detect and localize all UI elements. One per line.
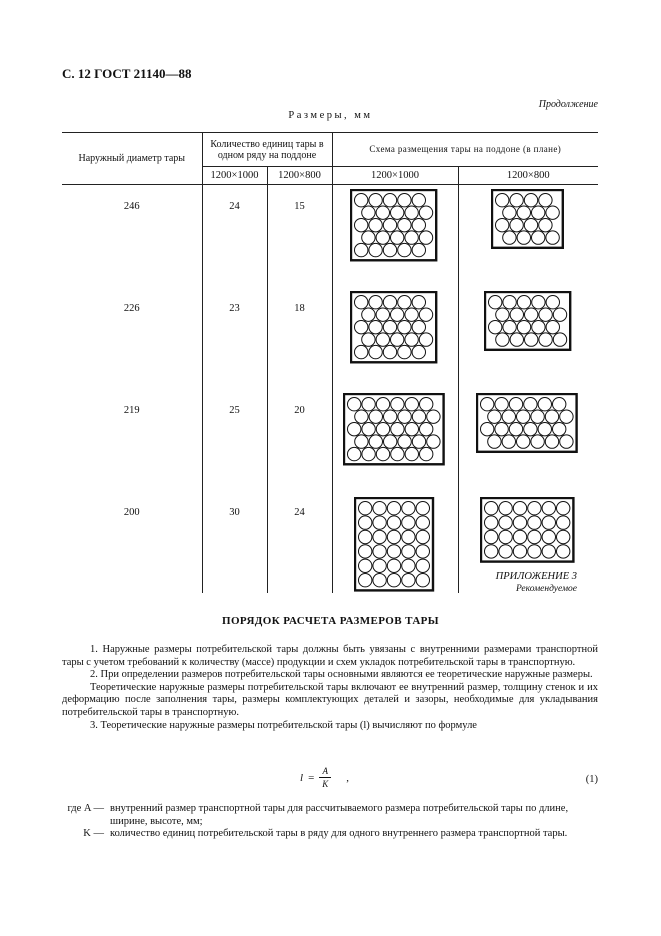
package-circle: [377, 308, 390, 321]
packaging-table: [62, 132, 598, 593]
cell-count-1000: 23: [202, 287, 267, 389]
package-circle: [413, 194, 426, 207]
package-circle: [542, 545, 555, 558]
package-circle: [348, 398, 361, 411]
package-circle: [359, 545, 372, 558]
package-circle: [546, 231, 559, 244]
pallet-scheme-diagram: [491, 189, 566, 251]
header-count-1200x1000: 1200×1000: [202, 167, 267, 185]
package-circle: [384, 320, 397, 333]
package-circle: [348, 447, 361, 460]
package-circle: [362, 422, 375, 435]
package-circle: [355, 320, 368, 333]
package-circle: [402, 516, 415, 529]
cell-scheme-1000: [332, 491, 458, 593]
table-row: [62, 389, 598, 491]
table-row: [62, 185, 598, 288]
package-circle: [373, 545, 386, 558]
package-circle: [405, 422, 418, 435]
equation-number: (1): [585, 774, 598, 785]
package-circle: [402, 545, 415, 558]
package-circle: [405, 206, 418, 219]
package-circle: [391, 422, 404, 435]
package-circle: [510, 308, 523, 321]
package-circle: [531, 296, 544, 309]
header-scheme-group: Схема размещения тары на поддоне (в плане): [332, 133, 598, 167]
package-circle: [546, 206, 559, 219]
package-circle: [557, 530, 570, 543]
package-circle: [557, 516, 570, 529]
fraction-bar: [319, 777, 331, 778]
package-circle: [546, 296, 559, 309]
package-circle: [362, 308, 375, 321]
package-circle: [524, 308, 537, 321]
cell-scheme-800: [458, 287, 598, 389]
package-circle: [362, 333, 375, 346]
definitions: [62, 803, 602, 841]
package-circle: [405, 447, 418, 460]
package-circle: [503, 296, 516, 309]
paragraph-2: 2. При определении размеров потребительской тары основными являются ее теоретические наружные размеры.: [90, 669, 593, 681]
pallet-scheme-diagram: [476, 393, 580, 455]
package-circle: [402, 559, 415, 572]
package-circle: [369, 345, 382, 358]
package-circle: [369, 218, 382, 231]
formula-denominator: K: [322, 779, 329, 789]
pallet-outline: [481, 498, 573, 562]
package-circle: [485, 516, 498, 529]
package-circle: [359, 530, 372, 543]
package-circle: [546, 410, 559, 423]
body-text: [62, 644, 598, 732]
package-circle: [373, 516, 386, 529]
package-circle: [377, 447, 390, 460]
package-circle: [560, 410, 573, 423]
appendix-title: ПРИЛОЖЕНИЕ 3: [495, 571, 577, 582]
cell-count-1000: 25: [202, 389, 267, 491]
package-circle: [355, 218, 368, 231]
package-circle: [413, 243, 426, 256]
package-circle: [355, 410, 368, 423]
header-scheme-1200x800: 1200×800: [458, 167, 598, 185]
package-circle: [387, 530, 400, 543]
package-circle: [405, 231, 418, 244]
package-circle: [362, 231, 375, 244]
cell-count-800: 24: [267, 491, 332, 593]
package-circle: [416, 545, 429, 558]
formula-equals: =: [308, 771, 315, 784]
package-circle: [488, 296, 501, 309]
pallet-outline: [344, 394, 444, 464]
package-circle: [420, 333, 433, 346]
package-circle: [503, 231, 516, 244]
formula-lhs: l: [300, 771, 304, 784]
package-circle: [485, 502, 498, 515]
package-circle: [542, 516, 555, 529]
package-circle: [377, 422, 390, 435]
package-circle: [391, 333, 404, 346]
pallet-outline: [351, 190, 436, 260]
package-circle: [553, 422, 566, 435]
cell-scheme-800: [458, 389, 598, 491]
formula-numerator: A: [322, 766, 329, 776]
package-circle: [398, 218, 411, 231]
package-circle: [499, 545, 512, 558]
table-title: Размеры, мм: [288, 110, 373, 121]
package-circle: [398, 243, 411, 256]
package-circle: [416, 530, 429, 543]
package-circle: [510, 422, 523, 435]
cell-diameter: 219: [123, 405, 140, 416]
package-circle: [539, 194, 552, 207]
package-circle: [391, 308, 404, 321]
package-circle: [510, 194, 523, 207]
package-circle: [413, 320, 426, 333]
cell-count-800: 20: [267, 389, 332, 491]
cell-diameter: 246: [123, 201, 140, 212]
package-circle: [495, 398, 508, 411]
package-circle: [384, 435, 397, 448]
package-circle: [539, 422, 552, 435]
formula: [300, 766, 349, 789]
package-circle: [369, 194, 382, 207]
package-circle: [420, 422, 433, 435]
header-count-group: Количество единиц тары в одном ряду на поддоне: [202, 133, 332, 167]
package-circle: [524, 218, 537, 231]
package-circle: [481, 422, 494, 435]
package-circle: [391, 231, 404, 244]
package-circle: [488, 320, 501, 333]
package-circle: [405, 333, 418, 346]
package-circle: [513, 516, 526, 529]
definition-key: K —: [83, 828, 104, 840]
definition-row: [62, 828, 602, 841]
pallet-outline: [351, 292, 436, 362]
cell-count-1000: 24: [202, 185, 267, 288]
package-circle: [359, 574, 372, 587]
package-circle: [420, 398, 433, 411]
cell-count-800: 18: [267, 287, 332, 389]
package-circle: [373, 530, 386, 543]
header-outer-diameter: Наружный диаметр тары: [62, 133, 202, 185]
package-circle: [481, 398, 494, 411]
definition-text: количество единиц потребительской тары в ряду для одного внутреннего размера транспортной тары.: [110, 828, 568, 840]
cell-diameter: 226: [123, 303, 140, 314]
pallet-scheme-diagram: [343, 393, 447, 467]
package-circle: [510, 398, 523, 411]
package-circle: [359, 516, 372, 529]
package-circle: [499, 530, 512, 543]
package-circle: [495, 194, 508, 207]
pallet-scheme-diagram: [354, 497, 436, 593]
package-circle: [369, 320, 382, 333]
package-circle: [503, 410, 516, 423]
package-circle: [377, 206, 390, 219]
package-circle: [355, 345, 368, 358]
package-circle: [355, 194, 368, 207]
cell-count-1000: 30: [202, 491, 267, 593]
package-circle: [384, 194, 397, 207]
package-circle: [391, 206, 404, 219]
package-circle: [528, 530, 541, 543]
package-circle: [513, 545, 526, 558]
package-circle: [359, 559, 372, 572]
table-row: [62, 287, 598, 389]
package-circle: [362, 447, 375, 460]
cell-scheme-1000: [332, 185, 458, 288]
package-circle: [531, 231, 544, 244]
package-circle: [402, 574, 415, 587]
package-circle: [348, 422, 361, 435]
package-circle: [377, 398, 390, 411]
package-circle: [391, 398, 404, 411]
pallet-scheme-diagram: [480, 497, 576, 565]
package-circle: [413, 296, 426, 309]
cell-diameter: 200: [123, 507, 140, 518]
package-circle: [517, 435, 530, 448]
header-scheme-1200x1000: 1200×1000: [332, 167, 458, 185]
package-circle: [513, 502, 526, 515]
header-count-1200x800: 1200×800: [267, 167, 332, 185]
package-circle: [513, 530, 526, 543]
package-circle: [384, 410, 397, 423]
package-circle: [542, 530, 555, 543]
package-circle: [384, 243, 397, 256]
package-circle: [416, 574, 429, 587]
cell-scheme-1000: [332, 287, 458, 389]
package-circle: [398, 320, 411, 333]
package-circle: [387, 559, 400, 572]
package-circle: [369, 435, 382, 448]
package-circle: [413, 435, 426, 448]
package-circle: [355, 435, 368, 448]
package-circle: [517, 206, 530, 219]
package-circle: [377, 333, 390, 346]
package-circle: [553, 308, 566, 321]
package-circle: [413, 218, 426, 231]
package-circle: [539, 333, 552, 346]
definition-key: где A —: [67, 803, 104, 814]
package-circle: [517, 296, 530, 309]
package-circle: [402, 530, 415, 543]
package-circle: [539, 218, 552, 231]
package-circle: [517, 320, 530, 333]
package-circle: [553, 398, 566, 411]
package-circle: [416, 559, 429, 572]
package-circle: [517, 231, 530, 244]
package-circle: [546, 320, 559, 333]
package-circle: [405, 398, 418, 411]
package-circle: [553, 333, 566, 346]
appendix-label: [496, 571, 577, 595]
package-circle: [560, 435, 573, 448]
package-circle: [355, 243, 368, 256]
cell-scheme-1000: [332, 389, 458, 491]
package-circle: [499, 516, 512, 529]
page-header: С. 12 ГОСТ 21140—88: [62, 66, 192, 81]
package-circle: [528, 516, 541, 529]
package-circle: [420, 206, 433, 219]
package-circle: [391, 447, 404, 460]
package-circle: [539, 308, 552, 321]
package-circle: [510, 218, 523, 231]
package-circle: [373, 502, 386, 515]
appendix-note: Рекомендуемое: [515, 584, 577, 594]
package-circle: [499, 502, 512, 515]
package-circle: [362, 398, 375, 411]
package-circle: [398, 435, 411, 448]
package-circle: [362, 206, 375, 219]
package-circle: [531, 435, 544, 448]
package-circle: [557, 545, 570, 558]
cell-scheme-800: [458, 185, 598, 288]
package-circle: [405, 308, 418, 321]
definition-text: внутренний размер транспортной тары для рассчитываемого размера потребительской тары по длине, ширине, высоте, мм;: [110, 803, 569, 827]
package-circle: [524, 398, 537, 411]
package-circle: [528, 502, 541, 515]
package-circle: [488, 410, 501, 423]
package-circle: [373, 559, 386, 572]
package-circle: [524, 333, 537, 346]
package-circle: [495, 218, 508, 231]
package-circle: [531, 320, 544, 333]
package-circle: [539, 398, 552, 411]
package-circle: [485, 545, 498, 558]
package-circle: [369, 243, 382, 256]
pallet-scheme-diagram: [484, 291, 573, 353]
package-circle: [398, 296, 411, 309]
package-circle: [510, 333, 523, 346]
formula-comma: ,: [346, 771, 350, 784]
package-circle: [427, 435, 440, 448]
package-circle: [503, 435, 516, 448]
package-circle: [373, 574, 386, 587]
package-circle: [387, 545, 400, 558]
package-circle: [528, 545, 541, 558]
package-circle: [359, 502, 372, 515]
definition-row: [62, 803, 602, 828]
package-circle: [485, 530, 498, 543]
package-circle: [503, 206, 516, 219]
package-circle: [387, 574, 400, 587]
package-circle: [355, 296, 368, 309]
paragraph-4: 3. Теоретические наружные размеры потребительской тары (l) вычисляют по формуле: [90, 719, 477, 731]
package-circle: [377, 231, 390, 244]
package-circle: [369, 410, 382, 423]
package-circle: [384, 296, 397, 309]
package-circle: [531, 410, 544, 423]
package-circle: [398, 410, 411, 423]
package-circle: [524, 422, 537, 435]
package-circle: [420, 308, 433, 321]
package-circle: [416, 502, 429, 515]
package-circle: [427, 410, 440, 423]
package-circle: [398, 345, 411, 358]
package-circle: [524, 194, 537, 207]
package-circle: [546, 435, 559, 448]
package-circle: [531, 206, 544, 219]
package-circle: [369, 296, 382, 309]
pallet-scheme-diagram: [350, 189, 439, 263]
package-circle: [495, 333, 508, 346]
formula-fraction: [319, 766, 331, 789]
package-circle: [517, 410, 530, 423]
package-circle: [495, 422, 508, 435]
package-circle: [413, 345, 426, 358]
package-circle: [503, 320, 516, 333]
package-circle: [420, 231, 433, 244]
pallet-scheme-diagram: [350, 291, 439, 365]
package-circle: [398, 194, 411, 207]
continuation-label: Продолжение: [538, 99, 598, 110]
package-circle: [387, 516, 400, 529]
package-circle: [387, 502, 400, 515]
paragraph-3: Теоретические наружные размеры потребительской тары включают ее внутренний размер, толщину стенок и их деформацию после заполнения тары, размеры комплектующих деталей и зазоры, необходимые для укладывания потребительской тары в транспортную.: [62, 681, 598, 718]
package-circle: [488, 435, 501, 448]
package-circle: [495, 308, 508, 321]
section-title: ПОРЯДОК РАСЧЕТА РАЗМЕРОВ ТАРЫ: [221, 615, 439, 627]
package-circle: [420, 447, 433, 460]
package-circle: [384, 218, 397, 231]
package-circle: [542, 502, 555, 515]
package-circle: [384, 345, 397, 358]
package-circle: [557, 502, 570, 515]
package-circle: [402, 502, 415, 515]
paragraph-1: 1. Наружные размеры потребительской тары должны быть увязаны с внутренними размерами транспортной тары с учетом требований к количеству (массе) продукции и схем укладок потребительской тары в транспортную.: [62, 644, 598, 668]
package-circle: [416, 516, 429, 529]
package-circle: [413, 410, 426, 423]
cell-count-800: 15: [267, 185, 332, 288]
